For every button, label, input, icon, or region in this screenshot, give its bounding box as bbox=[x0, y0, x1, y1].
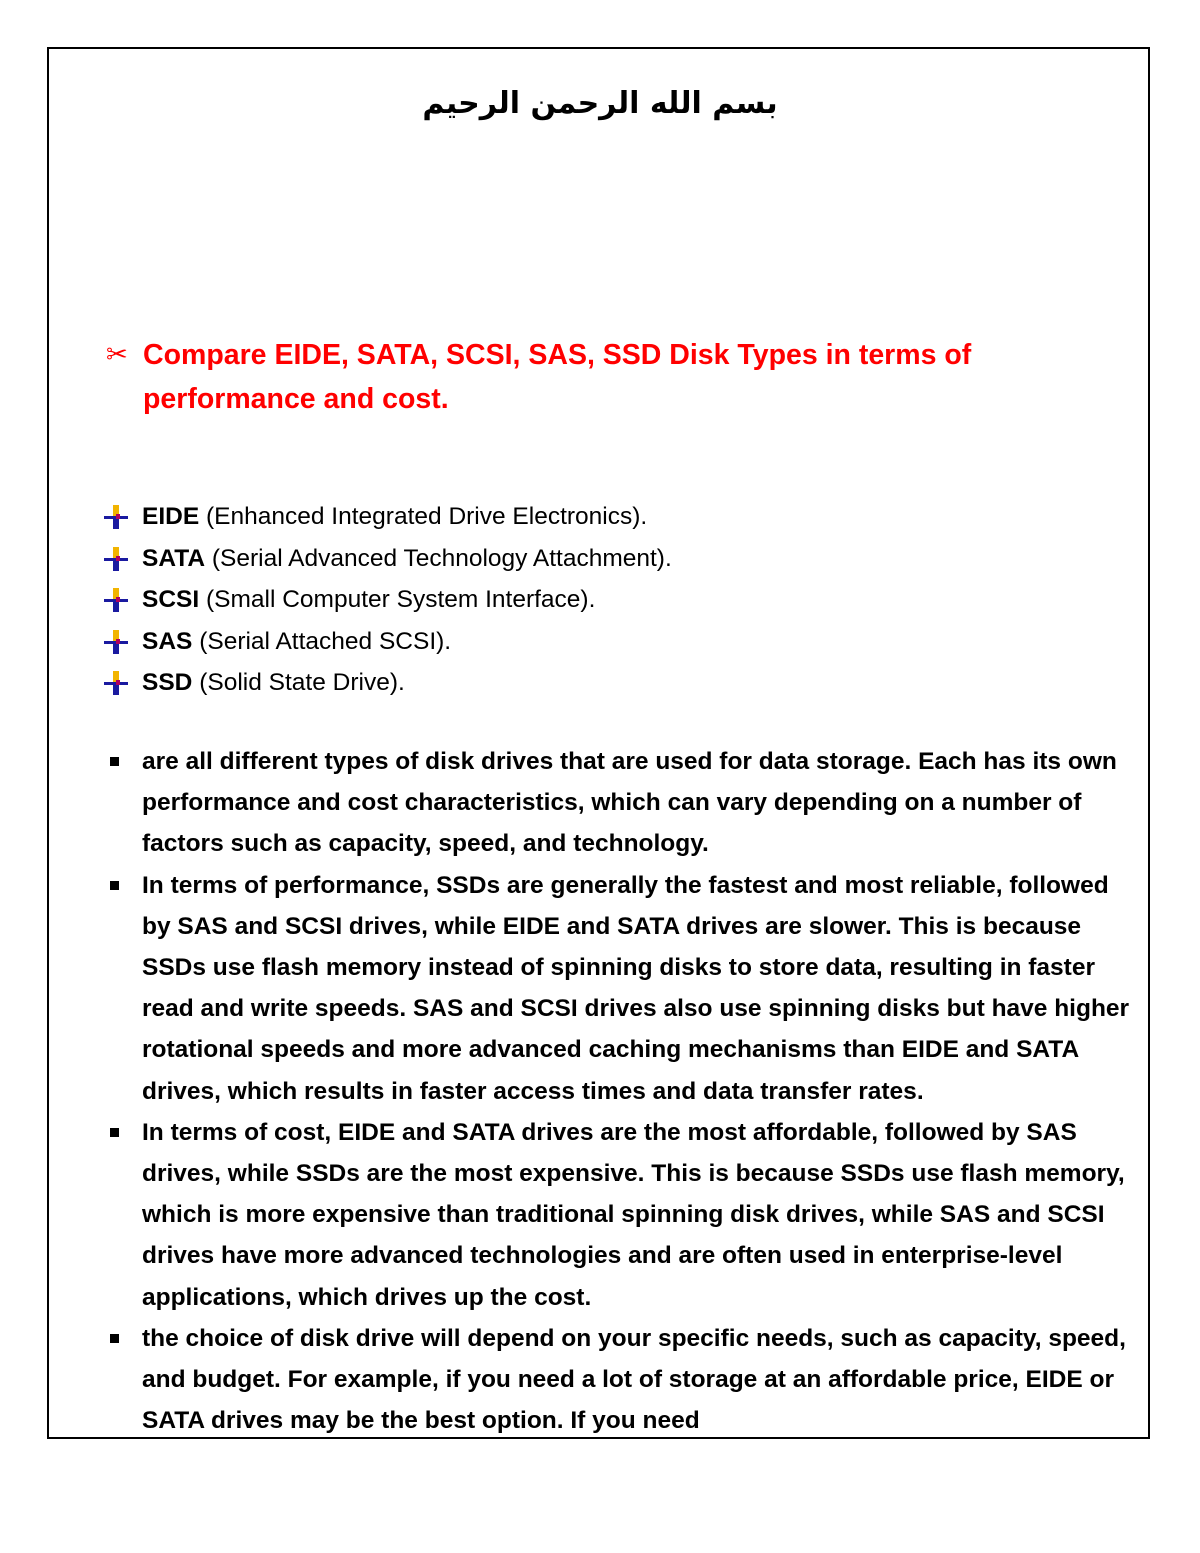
question-text: Compare EIDE, SATA, SCSI, SAS, SSD Disk Types in terms of performance and cost. bbox=[143, 339, 972, 415]
note-text: are all different types of disk drives that are used for data storage. Each has its own performance and cost characteristics, which can vary depending on a number of factors such as capacity, speed, and technology. bbox=[142, 748, 1117, 858]
note-text: the choice of disk drive will depend on your specific needs, such as capacity, speed, and budget. For example, if you need a lot of storage at an affordable price, EIDE or SATA drives may be the best option. If you need bbox=[142, 1324, 1126, 1435]
plus-cross-icon bbox=[104, 588, 132, 612]
acronym-item bbox=[104, 662, 672, 704]
basmala-heading: بسم الله الرحمن الرحيم bbox=[422, 86, 778, 121]
acronym-label: SATA bbox=[142, 544, 206, 572]
note-text: In terms of performance, SSDs are generally the fastest and most reliable, followed by SAS and SCSI drives, while EIDE and SATA drives are slower. This is because SSDs use flash memory instead of spinning disks to store data, resulting in faster read and write speeds. SAS and SCSI drives also use spinning disks but have higher rotational speeds and more advanced caching mechanisms than EIDE and SATA drives, which results in faster access times and data transfer rates. bbox=[142, 871, 1130, 1105]
acronym-label: SCSI bbox=[142, 586, 200, 613]
plus-cross-icon bbox=[104, 630, 132, 654]
acronym-label: EIDE bbox=[142, 503, 200, 530]
note-text: In terms of cost, EIDE and SATA drives are the most affordable, followed by SAS drives, while SSDs are the most expensive. This is because SSDs use flash memory, which is more expensive than traditional spinning disk drives, while SAS and SCSI drives have more advanced technologies and are often used in enterprise-level applications, which drives up the cost. bbox=[142, 1118, 1125, 1311]
acronym-expansion: (Small Computer System Interface). bbox=[206, 586, 596, 613]
square-bullet-icon bbox=[110, 881, 119, 890]
note-item bbox=[106, 865, 1136, 1112]
scissors-icon: ✂ bbox=[106, 340, 128, 370]
acronym-expansion: (Serial Attached SCSI). bbox=[199, 627, 452, 655]
acronym-expansion: (Solid State Drive). bbox=[199, 669, 405, 696]
acronym-item bbox=[104, 579, 672, 621]
plus-cross-icon bbox=[104, 547, 132, 571]
acronym-expansion: (Enhanced Integrated Drive Electronics). bbox=[206, 503, 648, 530]
square-bullet-icon bbox=[110, 1334, 119, 1343]
acronym-list bbox=[104, 496, 672, 704]
acronym-label: SAS bbox=[142, 627, 193, 655]
acronym-item bbox=[104, 496, 672, 538]
acronym-expansion: (Serial Advanced Technology Attachment). bbox=[211, 544, 672, 572]
plus-cross-icon bbox=[104, 505, 132, 529]
question-heading bbox=[106, 333, 1066, 421]
plus-cross-icon bbox=[104, 671, 132, 695]
acronym-label: SSD bbox=[142, 669, 193, 696]
square-bullet-icon bbox=[110, 1128, 119, 1137]
acronym-item bbox=[104, 538, 672, 580]
note-item bbox=[106, 741, 1136, 865]
acronym-item bbox=[104, 621, 672, 663]
note-item bbox=[106, 1318, 1136, 1442]
notes-list bbox=[106, 741, 1136, 1441]
square-bullet-icon bbox=[110, 757, 119, 766]
note-item bbox=[106, 1112, 1136, 1318]
